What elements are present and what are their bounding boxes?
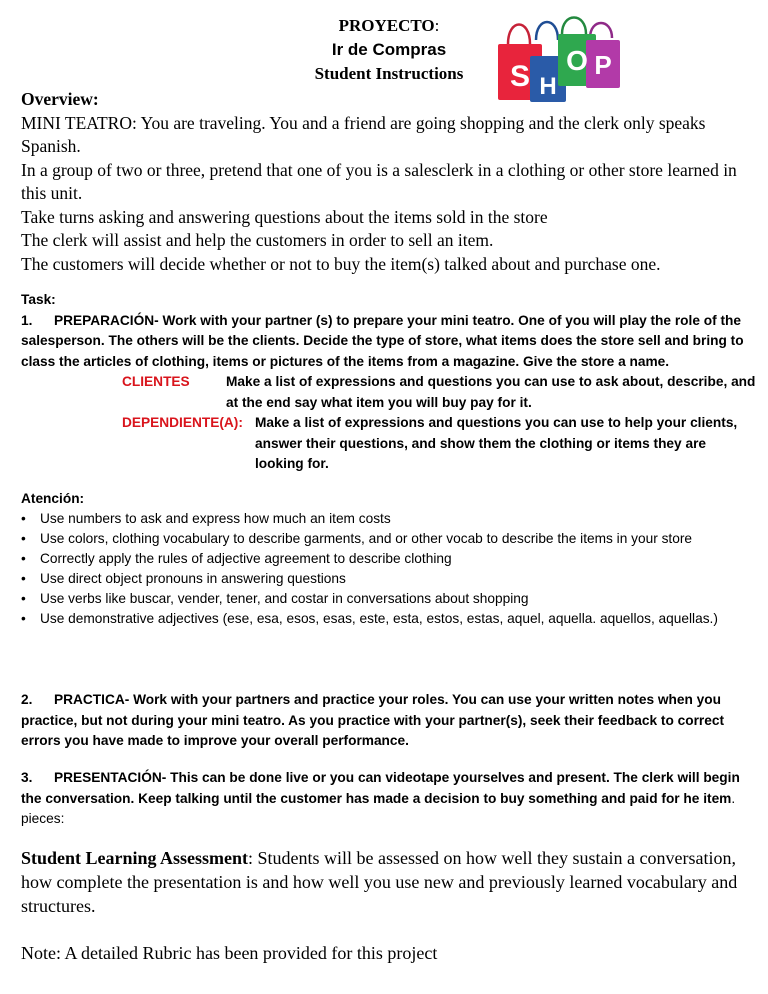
overview-line: The clerk will assist and help the customers in order to sell an item. (21, 230, 494, 250)
list-item: • Use demonstrative adjectives (ese, esa, esos, esas, este, esta, estos, estas, aquel, aquella. aquellos, aquellas.) (21, 609, 756, 629)
step2-number: 2. (21, 692, 33, 707)
step3-tail: . pieces: (21, 790, 736, 826)
task-heading: Task: (21, 292, 56, 307)
overview-line: MINI TEATRO: You are traveling. You and a friend are going shopping and the clerk only speaks Spanish. (21, 112, 706, 156)
step1-text: PREPARACIÓN- Work with your partner (s) to prepare your mini teatro. One of you will play the role of the salesperson. The others will be the clients. Decide the type of store, what items does the store sell and bring to class the articles of clothing, items or pictures of the items from a magazine. Give the store a name. (21, 312, 744, 369)
atencion-heading: Atención: (21, 491, 85, 506)
list-item: • Use numbers to ask and express how much an item costs (21, 509, 756, 529)
step3-text: PRESENTACIÓN- This can be done live or you can videotape yourselves and present. The clerk will begin the conversation. Keep talking until the customer has made a decision to buy something and paid for he item (21, 770, 740, 806)
step2-text: PRACTICA- Work with your partners and practice your roles. You can use your written notes when you practice, but not during your mini teatro. As you practice with your partner(s), seek their feedback to correct errors you have made to improve your overall performance. (21, 692, 725, 748)
logo-letter-h: H (539, 73, 557, 100)
assessment-section (21, 846, 741, 918)
step1-paragraph (21, 311, 756, 373)
step1-number: 1. (21, 312, 33, 328)
project-colon: : (434, 16, 440, 35)
project-subtitle: Ir de Compras (331, 40, 447, 59)
overview-line: In a group of two or three, pretend that one of you is a salesclerk in a clothing or other store learned in this unit. (21, 159, 737, 203)
step3-paragraph (21, 768, 756, 830)
overview-line: Take turns asking and answering questions about the items sold in the store (21, 206, 548, 227)
logo-letter-p: P (594, 50, 612, 80)
dependiente-text: Make a list of expressions and questions you can use to help your clients, answer their questions, and show them the clothing or items they are looking for. (255, 415, 738, 471)
clientes-label: CLIENTES (122, 374, 190, 389)
atencion-list (21, 509, 756, 629)
overview-section (21, 88, 751, 276)
step2-paragraph (21, 690, 756, 752)
task-section (21, 290, 756, 475)
list-item: • Use verbs like buscar, vender, tener, and costar in conversations about shopping (21, 589, 756, 609)
overview-heading: Overview: (21, 89, 99, 109)
assessment-heading: Student Learning Assessment (21, 848, 249, 868)
logo-letter-o: O (566, 45, 588, 76)
dependiente-label: DEPENDIENTE(A): (122, 415, 243, 430)
list-item: • Use direct object pronouns in answering questions (21, 569, 756, 589)
logo-letter-s: S (509, 60, 531, 93)
project-label: PROYECTO (338, 16, 435, 35)
instructions-label: Student Instructions (314, 64, 464, 83)
list-item: • Use colors, clothing vocabulary to describe garments, and or other vocab to describe the items in your store (21, 529, 756, 549)
assessment-text: : Students will be assessed on how well they sustain a conversation, how complete the presentation is and how well you use new and previously learned vocabulary and structures. (21, 848, 738, 916)
atencion-section (21, 489, 756, 629)
dependiente-row (21, 413, 756, 475)
list-item: • Correctly apply the rules of adjective agreement to describe clothing (21, 549, 756, 569)
clientes-row (21, 372, 756, 413)
clientes-text: Make a list of expressions and questions you can use to ask about, describe, and at the end say what item you will buy pay for it. (226, 374, 756, 410)
rubric-note: Note: A detailed Rubric has been provided for this project (21, 943, 438, 963)
project-title (300, 14, 478, 38)
step3-number: 3. (21, 770, 33, 785)
overview-line: The customers will decide whether or not to buy the item(s) talked about and purchase one. (21, 253, 661, 274)
